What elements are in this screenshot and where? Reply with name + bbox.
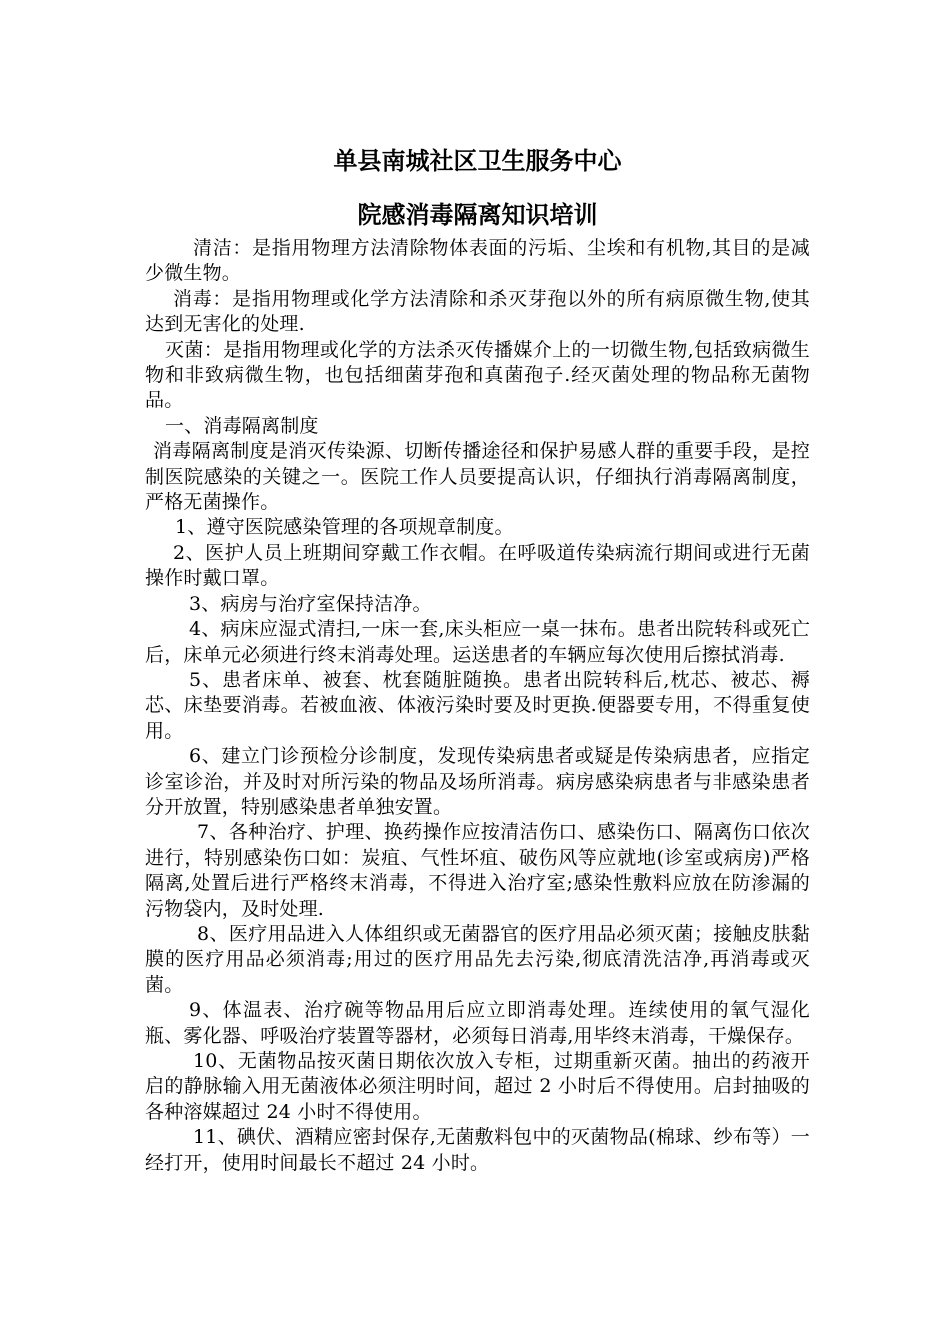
paragraph: 1、遵守医院感染管理的各项规章制度。 <box>175 516 514 539</box>
document-body <box>145 236 810 1176</box>
paragraph: 10、无菌物品按灭菌日期依次放入专柜，过期重新灭菌。抽出的药液开启的静脉输入用无菌液体必须注明时间，超过 2 小时后不得使用。启封抽吸的各种溶媒超过 24 小时不得使用。 <box>145 1050 810 1123</box>
document-page <box>145 138 810 1176</box>
paragraph: 消毒隔离制度是消灭传染源、切断传播途径和保护易感人群的重要手段，是控制医院感染的关键之一。医院工作人员要提高认识，仔细执行消毒隔离制度，严格无菌操作。 <box>145 440 810 514</box>
document-title: 单县南城社区卫生服务中心 <box>333 146 622 175</box>
paragraph: 7、各种治疗、护理、换药操作应按清洁伤口、感染伤口、隔离伤口依次进行，特别感染伤口如：炭疽、气性坏疽、破伤风等应就地(诊室或病房)严格隔离,处置后进行严格终末消毒，不得进入治疗室;感染性敷料应放在防渗漏的污物袋内，及时处理. <box>145 821 810 920</box>
paragraph: 5、患者床单、被套、枕套随脏随换。患者出院转科后,枕芯、被芯、褥芯、床垫要消毒。若被血液、体液污染时要及时更换.便器要专用，不得重复使用。 <box>145 668 810 742</box>
paragraph: 11、碘伏、酒精应密封保存,无菌敷料包中的灭菌物品(棉球、纱布等）一经打开，使用时间最长不超过 24 小时。 <box>145 1126 810 1174</box>
paragraph: 清洁：是指用物理方法清除物体表面的污垢、尘埃和有机物,其目的是减少微生物。 <box>145 237 810 285</box>
document-subtitle: 院感消毒隔离知识培训 <box>357 200 598 229</box>
paragraph: 2、医护人员上班期间穿戴工作衣帽。在呼吸道传染病流行期间或进行无菌操作时戴口罩。 <box>145 541 810 590</box>
paragraph: 一、消毒隔离制度 <box>165 414 319 437</box>
paragraph: 8、医疗用品进入人体组织或无菌器官的医疗用品必须灭菌；接触皮肤黏膜的医疗用品必须消毒;用过的医疗用品先去污染,彻底清洗洁净,再消毒或灭菌。 <box>145 922 810 996</box>
paragraph: 消毒：是指用物理或化学方法清除和杀灭芽孢以外的所有病原微生物,使其达到无害化的处理. <box>145 287 810 336</box>
paragraph: 4、病床应湿式清扫,一床一套,床头柜应一桌一抹布。患者出院转科或死亡后，床单元必须进行终末消毒处理。运送患者的车辆应每次使用后擦拭消毒. <box>145 618 810 666</box>
paragraph: 9、体温表、治疗碗等物品用后应立即消毒处理。连续使用的氧气湿化瓶、雾化器、呼吸治疗装置等器材，必须每日消毒,用毕终末消毒，干燥保存。 <box>145 999 810 1047</box>
paragraph: 6、建立门诊预检分诊制度，发现传染病患者或疑是传染病患者，应指定诊室诊治，并及时对所污染的物品及场所消毒。病房感染病患者与非感染患者分开放置，特别感染患者单独安置。 <box>145 745 810 818</box>
paragraph: 灭菌：是指用物理或化学的方法杀灭传播媒介上的一切微生物,包括致病微生物和非致病微生物，也包括细菌芽孢和真菌孢子.经灭菌处理的物品称无菌物品。 <box>145 338 810 412</box>
paragraph: 3、病房与治疗室保持洁净。 <box>189 592 432 615</box>
